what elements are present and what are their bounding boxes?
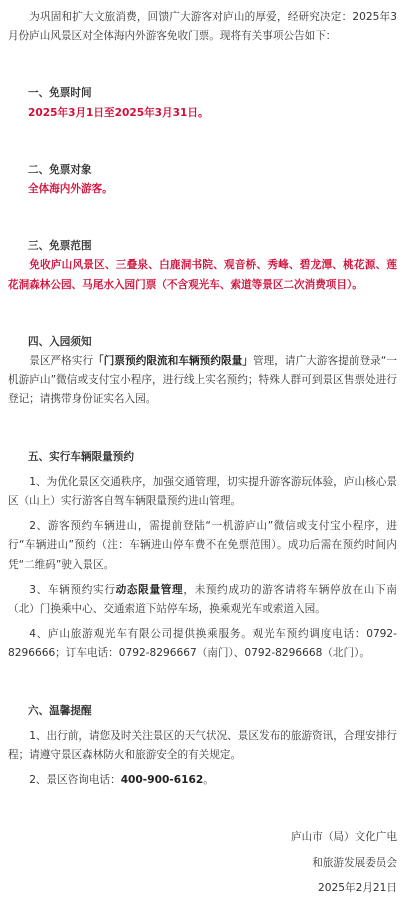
free-target-content: 全体海内外游客。 — [28, 183, 113, 196]
section-title-free-scope: 三、免票范围 — [28, 240, 92, 253]
signature-line-2: 和旅游发展委员会 — [312, 856, 397, 869]
tips-item-2 — [8, 771, 397, 790]
tips-item-2-pre: 2、景区咨询电话： — [29, 774, 121, 787]
signature-line-1: 庐山市（局）文化广电 — [291, 831, 397, 844]
section-title-entry-notice: 四、入园须知 — [28, 335, 92, 348]
vehicle-item-3 — [8, 581, 397, 619]
intro-paragraph: 为巩固和扩大文旅消费，回馈广大游客对庐山的厚爱，经研究决定：2025年3月份庐山风景区对全体海内外游客免收门票。现将有关事项公告如下： — [8, 11, 397, 43]
consult-phone: 400-900-6162 — [120, 774, 204, 787]
free-period-content: 2025年3月1日至2025年3月31日。 — [28, 106, 209, 119]
entry-notice-bold: 「门票预约限流和车辆预约限量」 — [93, 355, 253, 368]
entry-notice-paragraph — [8, 352, 397, 410]
section-title-tips: 六、温馨提醒 — [28, 704, 92, 717]
vehicle-item-2: 2、游客预约车辆进山，需提前登陆“一机游庐山”微信或支付宝小程序，进行“车辆进山”预约（注：车辆进山停车费不在免票范围）。成功后需在预约时间内凭“二维码”驶入景区。 — [8, 520, 397, 571]
vehicle-item-1: 1、为优化景区交通秩序，加强交通管理，切实提升游客游玩体验，庐山核心景区（山上）实行游客自驾车辆限量预约进山管理。 — [8, 475, 397, 508]
vehicle-item-3-pre: 3、车辆预约实行 — [29, 583, 116, 596]
free-scope-content: 免收庐山风景区、三叠泉、白鹿洞书院、观音桥、秀峰、碧龙潭、桃花源、莲花洞森林公园、马尾水入园门票（不含观光车、索道等景区二次消费项目）。 — [8, 259, 397, 291]
entry-notice-text-pre: 景区严格实行 — [29, 355, 94, 368]
section-title-free-period: 一、免票时间 — [28, 87, 92, 100]
entry-notice-text-post: 管理，请广大游客提前登录“一机游庐山”微信或支付宝小程序，进行线上实名预约；特殊人群可到景区售票处进行登记；请携带身份证实名入园。 — [8, 355, 397, 406]
tips-item-1: 1、出行前，请您及时关注景区的天气状况、景区发布的旅游资讯，合理安排行程；请遵守景区森林防火和旅游安全的有关规定。 — [8, 729, 397, 762]
vehicle-item-4: 4、庐山旅游观光车有限公司提供换乘服务。观光车预约调度电话：0792-8296666；订车电话：0792-8296667（南门）、0792-8296668（北门）。 — [8, 628, 397, 660]
tips-item-2-post: 。 — [203, 774, 214, 787]
vehicle-item-3-post: ，未预约成功的游客请将车辆停放在山下南（北）门换乘中心、交通索道下站停车场，换乘观光车或索道入园。 — [8, 583, 398, 616]
section-title-free-target: 二、免票对象 — [28, 163, 92, 176]
vehicle-item-3-bold: 动态限量管理 — [115, 583, 184, 596]
section-title-vehicle-reservation: 五、实行车辆限量预约 — [28, 450, 134, 463]
signature-date: 2025年2月21日 — [318, 881, 397, 894]
